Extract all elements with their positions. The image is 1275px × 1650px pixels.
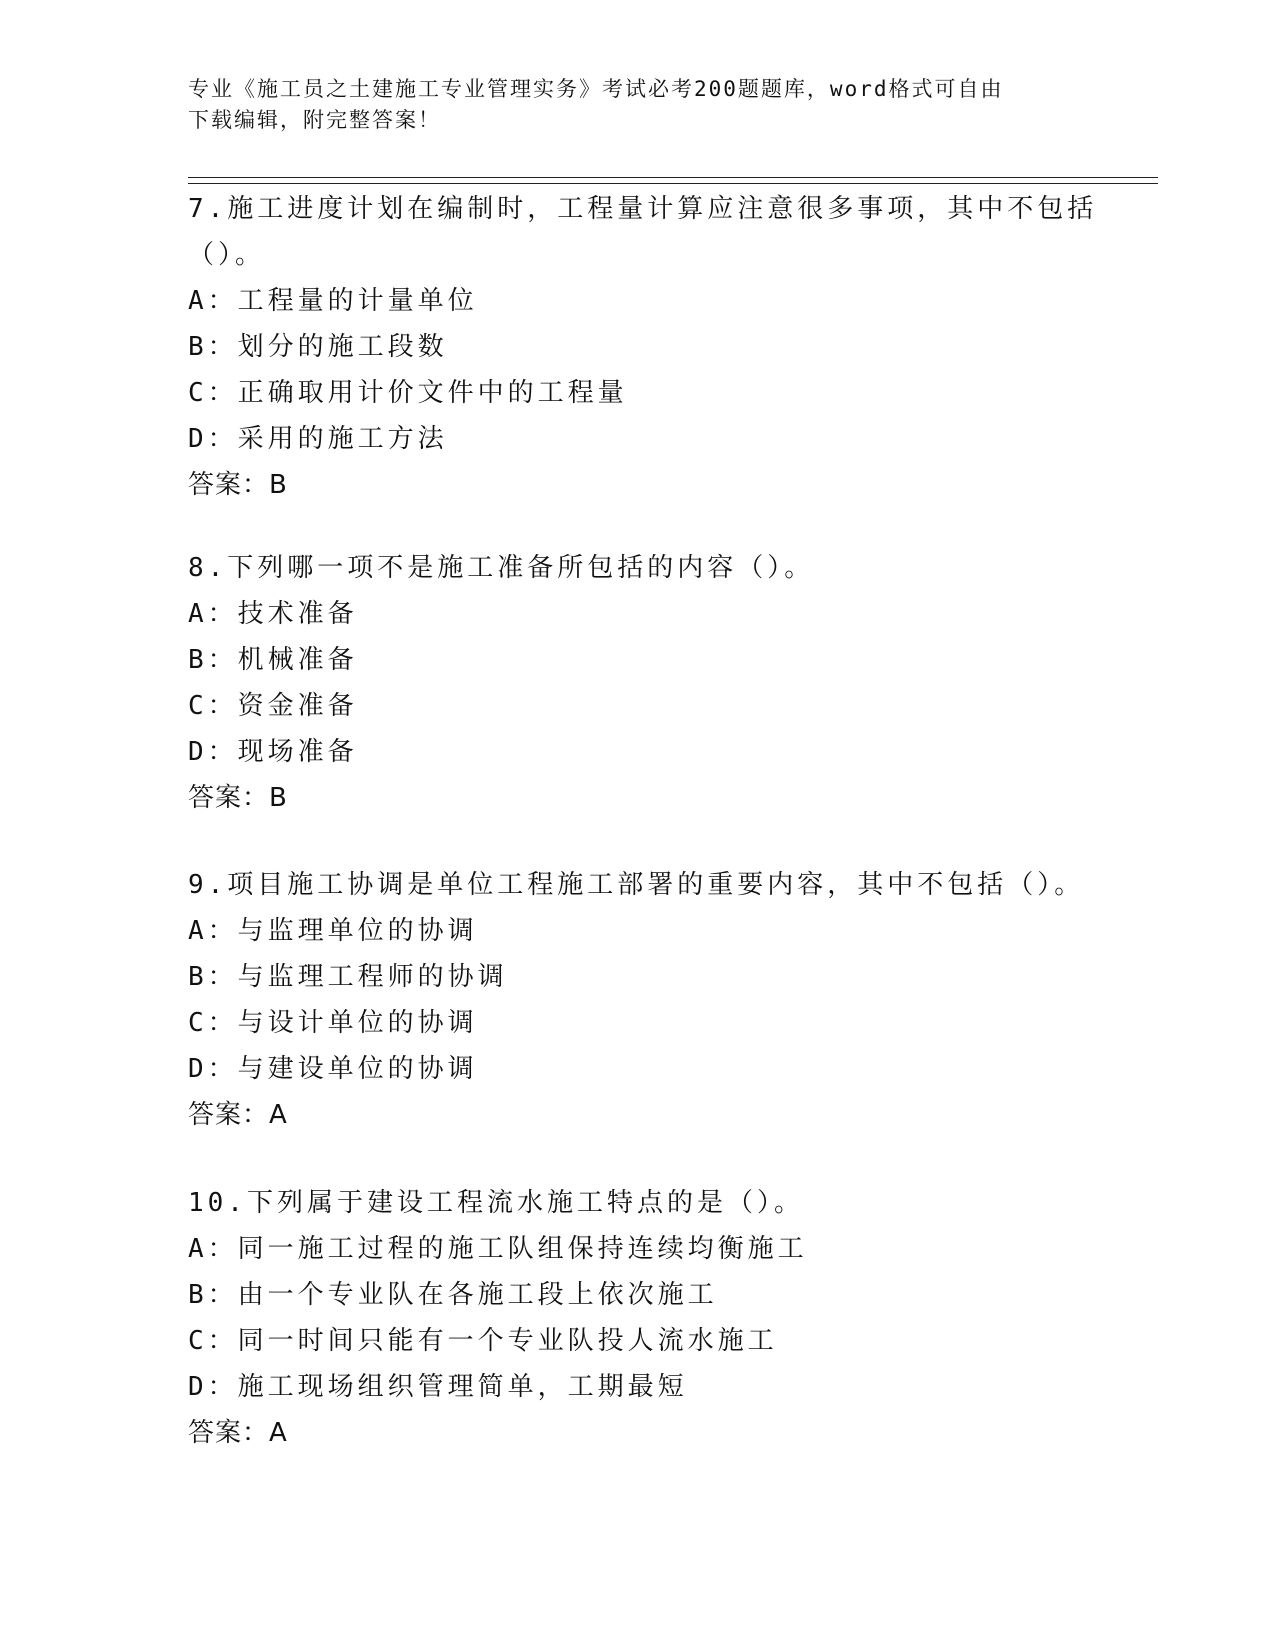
question-stem: 9.项目施工协调是单位工程施工部署的重要内容，其中不包括（）。 (188, 870, 1085, 900)
option-c: C：同一时间只能有一个专业队投人流水施工 (188, 1326, 778, 1356)
option-c: C：与设计单位的协调 (188, 1008, 478, 1038)
option-a: A：与监理单位的协调 (188, 916, 478, 946)
answer: 答案：B (188, 470, 288, 500)
option-d: D：施工现场组织管理简单，工期最短 (188, 1372, 688, 1402)
answer: 答案：A (188, 1100, 288, 1130)
header-divider (188, 177, 1158, 184)
option-a: A：同一施工过程的施工队组保持连续均衡施工 (188, 1234, 808, 1264)
option-b: B：机械准备 (188, 645, 358, 675)
question-stem: 10.下列属于建设工程流水施工特点的是（）。 (188, 1188, 804, 1218)
header-line-2: 下载编辑，附完整答案！ (188, 108, 441, 132)
answer: 答案：A (188, 1418, 288, 1448)
option-a: A：技术准备 (188, 599, 358, 629)
option-b: B：划分的施工段数 (188, 332, 448, 362)
option-d: D：与建设单位的协调 (188, 1054, 478, 1084)
document-header (188, 74, 1088, 136)
question-7 (188, 186, 1098, 508)
question-10 (188, 1180, 1088, 1456)
question-9 (188, 862, 1088, 1138)
option-c: C：正确取用计价文件中的工程量 (188, 378, 628, 408)
option-a: A：工程量的计量单位 (188, 286, 478, 316)
question-8 (188, 545, 1088, 821)
question-stem-continued: （）。 (188, 240, 266, 270)
answer: 答案：B (188, 783, 288, 813)
question-stem: 8.下列哪一项不是施工准备所包括的内容（）。 (188, 553, 815, 583)
header-line-1: 专业《施工员之土建施工专业管理实务》考试必考200题题库，word格式可自由 (188, 77, 1004, 101)
option-d: D：现场准备 (188, 737, 358, 767)
option-d: D：采用的施工方法 (188, 424, 448, 454)
option-b: B：由一个专业队在各施工段上依次施工 (188, 1280, 718, 1310)
option-b: B：与监理工程师的协调 (188, 962, 508, 992)
question-stem: 7.施工进度计划在编制时，工程量计算应注意很多事项，其中不包括 (188, 194, 1098, 224)
option-c: C：资金准备 (188, 691, 358, 721)
